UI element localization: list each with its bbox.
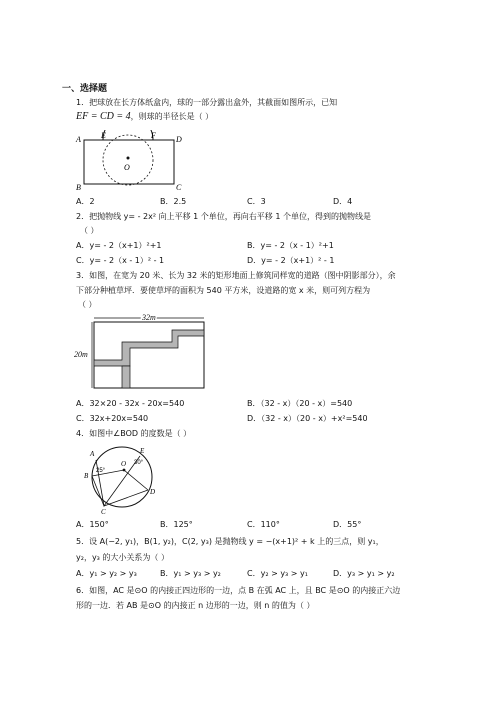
q1-stem-line2	[76, 112, 213, 122]
q4-label-o: O	[121, 460, 127, 468]
q1-label-o: O	[124, 163, 130, 172]
q4-stem: 4．如图中∠BOD 的度数是（ ）	[76, 429, 192, 438]
q4-label-d: D	[150, 488, 156, 496]
q1-option-a[interactable]: A．2	[76, 197, 95, 206]
q5-option-d[interactable]: D．y₃ > y₁ > y₂	[333, 569, 395, 578]
q6-line1: 6．如图，AC 是⊙O 的内接正四边形的一边，点 B 在弧 AC 上，且 BC 是⊙O 的内接正六边	[76, 586, 401, 595]
q5-option-c[interactable]: C．y₂ > y₃ > y₁	[247, 569, 308, 578]
q3-stem-line1: 3．如图，在宽为 20 米、长为 32 米的矩形地面上修筑同样宽的道路（图中阴影部分），余	[76, 271, 396, 280]
q1-label-b: B	[76, 183, 81, 192]
q1-option-d[interactable]: D．4	[333, 197, 353, 206]
q5-option-b[interactable]: B．y₁ > y₃ > y₂	[160, 569, 221, 578]
q4-option-a[interactable]: A．150°	[76, 520, 109, 529]
q4-option-c[interactable]: C．110°	[247, 520, 280, 529]
q4-label-e: E	[140, 447, 145, 455]
q6-line2: 形的一边．若 AB 是⊙O 的内接正 n 边形的一边，则 n 的值为（ ）	[76, 601, 315, 610]
q5-option-a[interactable]: A．y₁ > y₂ > y₃	[76, 569, 137, 578]
q5-line2: y₂，y₃ 的大小关系为（ ）	[76, 553, 169, 562]
q1-equation: EF = CD = 4	[76, 111, 131, 122]
q1-label-a: A	[76, 135, 81, 144]
q3-option-d[interactable]: D．（32 - x）（20 - x）+x²=540	[247, 414, 368, 423]
q5-line1: 5．设 A(−2, y₁)，B(1, y₂)，C(2, y₃) 是抛物线 y = −(x+1)² + k 上的三点，则 y₁，	[76, 537, 384, 546]
q1-label-e: E	[101, 131, 106, 140]
q3-option-a[interactable]: A．32×20 - 32x - 20x=540	[76, 399, 185, 408]
q3-figure	[72, 312, 212, 392]
q4-label-c: C	[101, 508, 106, 516]
q2-option-b[interactable]: B．y= - 2（x - 1）²+1	[247, 241, 334, 250]
q1-question: ，则球的半径长是（ ）	[130, 112, 214, 121]
q4-label-b: B	[84, 472, 89, 480]
q1-label-f: F	[151, 131, 156, 140]
q3-road-vertical	[122, 366, 130, 388]
q3-label-top: 32m	[142, 313, 156, 322]
q2-option-a[interactable]: A．y= - 2（x+1）²+1	[76, 241, 162, 250]
q1-stem-line1: 1．把球放在长方体纸盒内，球的一部分露出盒外，其截面如图所示，已知	[76, 98, 338, 107]
q3-stem-line2: 下部分种植草坪．要使草坪的面积为 540 平方米，设道路的宽 x 米，则可列方程为	[76, 286, 371, 295]
q2-option-c[interactable]: C．y= - 2（x - 1）² - 1	[76, 256, 165, 265]
q1-label-d: D	[176, 135, 182, 144]
section-title: 一、选择题	[62, 84, 108, 94]
q3-label-left: 20m	[74, 350, 88, 359]
q2-stem: 2．把抛物线 y= - 2x² 向上平移 1 个单位，再向右平移 1 个单位，得到的抛物线是	[76, 212, 371, 221]
q3-option-c[interactable]: C．32x+20x=540	[76, 414, 149, 423]
q3-paren: （ ）	[78, 300, 97, 309]
q2-option-d[interactable]: D．y= - 2（x+1）² - 1	[247, 256, 335, 265]
q4-option-d[interactable]: D．55°	[333, 520, 362, 529]
q4-option-b[interactable]: B．125°	[160, 520, 193, 529]
q2-paren: （ ）	[80, 226, 99, 235]
q1-figure	[74, 130, 186, 192]
q4-figure	[76, 440, 166, 516]
q3-option-b[interactable]: B．（32 - x）（20 - x）=540	[247, 399, 353, 408]
q4-angle-30: 30°	[134, 460, 144, 466]
q1-option-b[interactable]: B．2.5	[160, 197, 187, 206]
q1-label-c: C	[176, 183, 182, 192]
q4-label-a: A	[90, 450, 95, 458]
q1-option-c[interactable]: C．3	[247, 197, 266, 206]
q4-angle-25: 25°	[96, 468, 106, 474]
